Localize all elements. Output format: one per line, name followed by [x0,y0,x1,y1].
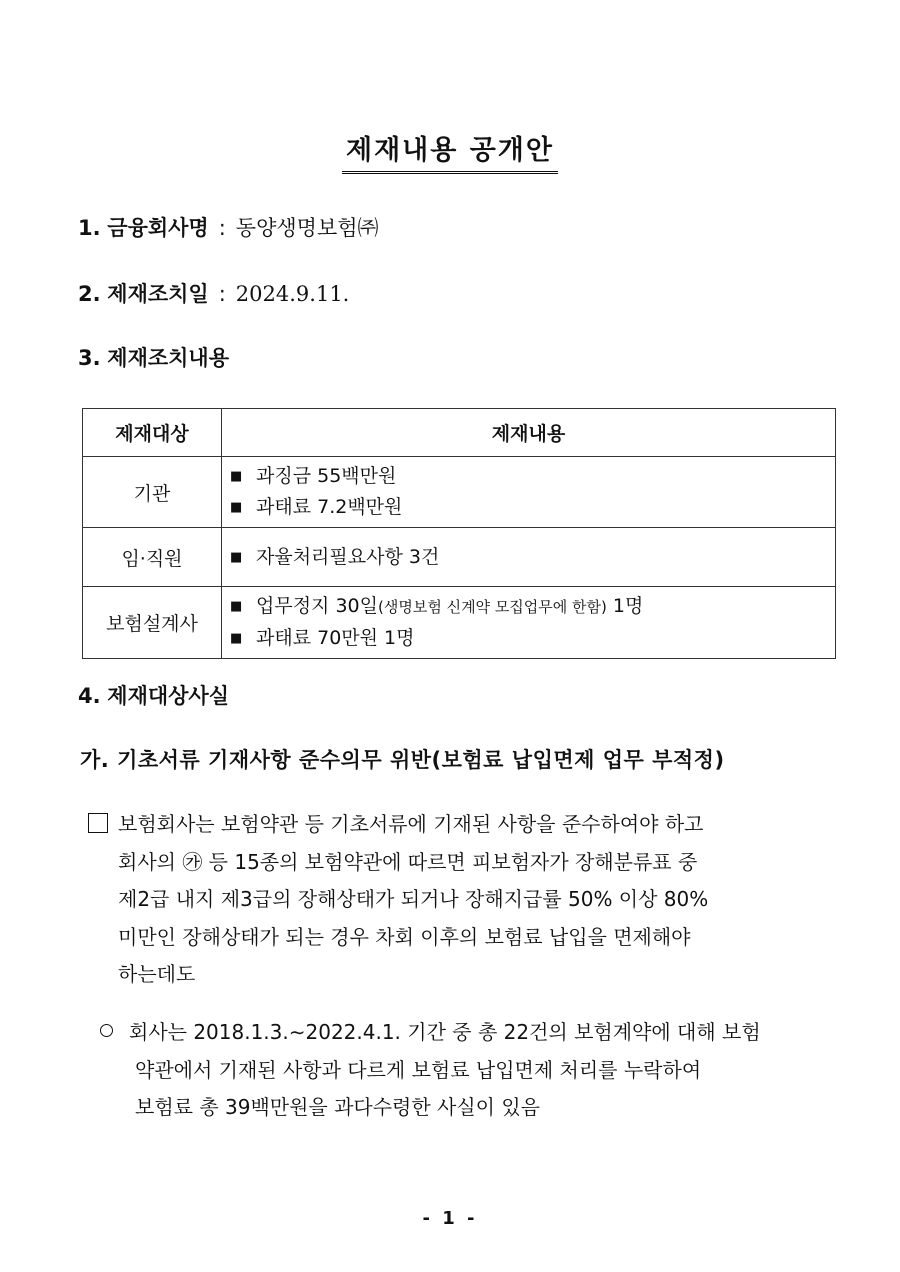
item-label: 금융회사명 [107,216,209,240]
finding-paragraph: 회사는 2018.1.3.∼2022.4.1. 기간 중 총 22건의 보험계약에 대해 보험 약관에서 기재된 사항과 다르게 보험료 납입면제 처리를 누락하여 보험료 총 39백만원을 과다수령한 사실이 있음 [100,1014,840,1127]
table-cell-content: ■ 업무정지 30일(생명보험 신계약 모집업무에 한함) 1명 ■ 과태료 70만원 1명 [222,587,836,659]
item-sanction-content [78,342,229,372]
table-cell-content: ■ 자율처리필요사항 3건 [222,528,836,587]
item-company-name [78,212,379,242]
square-bullet-icon: ■ [230,549,243,565]
page-number: - 1 - [422,1208,478,1229]
item-label: 제재대상사실 [107,684,229,708]
table-header-row [83,409,836,457]
item-separator: : [218,216,226,240]
table-cell-target: 보험설계사 [83,587,222,659]
table-cell-target: 기관 [83,457,222,528]
table-row [83,587,836,659]
table-row [83,528,836,587]
item-number: 4. [78,684,101,708]
table-row [83,457,836,528]
table-header: 제재내용 [222,409,836,457]
table-cell-target: 임·직원 [83,528,222,587]
table-header: 제재대상 [83,409,222,457]
square-bullet-icon: ■ [230,500,243,515]
item-number: 1. [78,216,101,240]
item-sanction-date [78,278,349,308]
item-label: 제재조치내용 [107,346,229,370]
item-sanction-facts [78,680,229,710]
section-heading-ga: 가. 기초서류 기재사항 준수의무 위반(보험료 납입면제 업무 부적정) [80,748,725,772]
item-number: 2. [78,282,101,306]
item-value: 동양생명보험㈜ [235,216,379,240]
square-bullet-icon: ■ [230,599,243,614]
circle-bullet-icon [100,1024,113,1037]
background-paragraph: 보험회사는 보험약관 등 기초서류에 기재된 사항을 준수하여야 하고 회사의 ㉮ 등 15종의 보험약관에 따르면 피보험자가 장해분류표 중 제2급 내지 제3급의 장해상태가 되거나 장해지급률 50% 이상 80% 미만인 장해상태가 되는 경우 차회 이후의 보험료 납입을 면제해야 하는데도 [88,806,840,994]
checkbox-square-icon [88,813,108,833]
item-label: 제재조치일 [107,282,209,306]
item-value: 2024.9.11. [235,282,350,306]
item-separator: : [218,282,226,306]
sanction-table [82,408,836,659]
square-bullet-icon: ■ [230,631,243,646]
table-cell-content: ■ 과징금 55백만원 ■ 과태료 7.2백만원 [222,457,836,528]
square-bullet-icon: ■ [230,469,243,484]
document-title: 제재내용 공개안 [0,128,900,174]
item-number: 3. [78,346,101,370]
